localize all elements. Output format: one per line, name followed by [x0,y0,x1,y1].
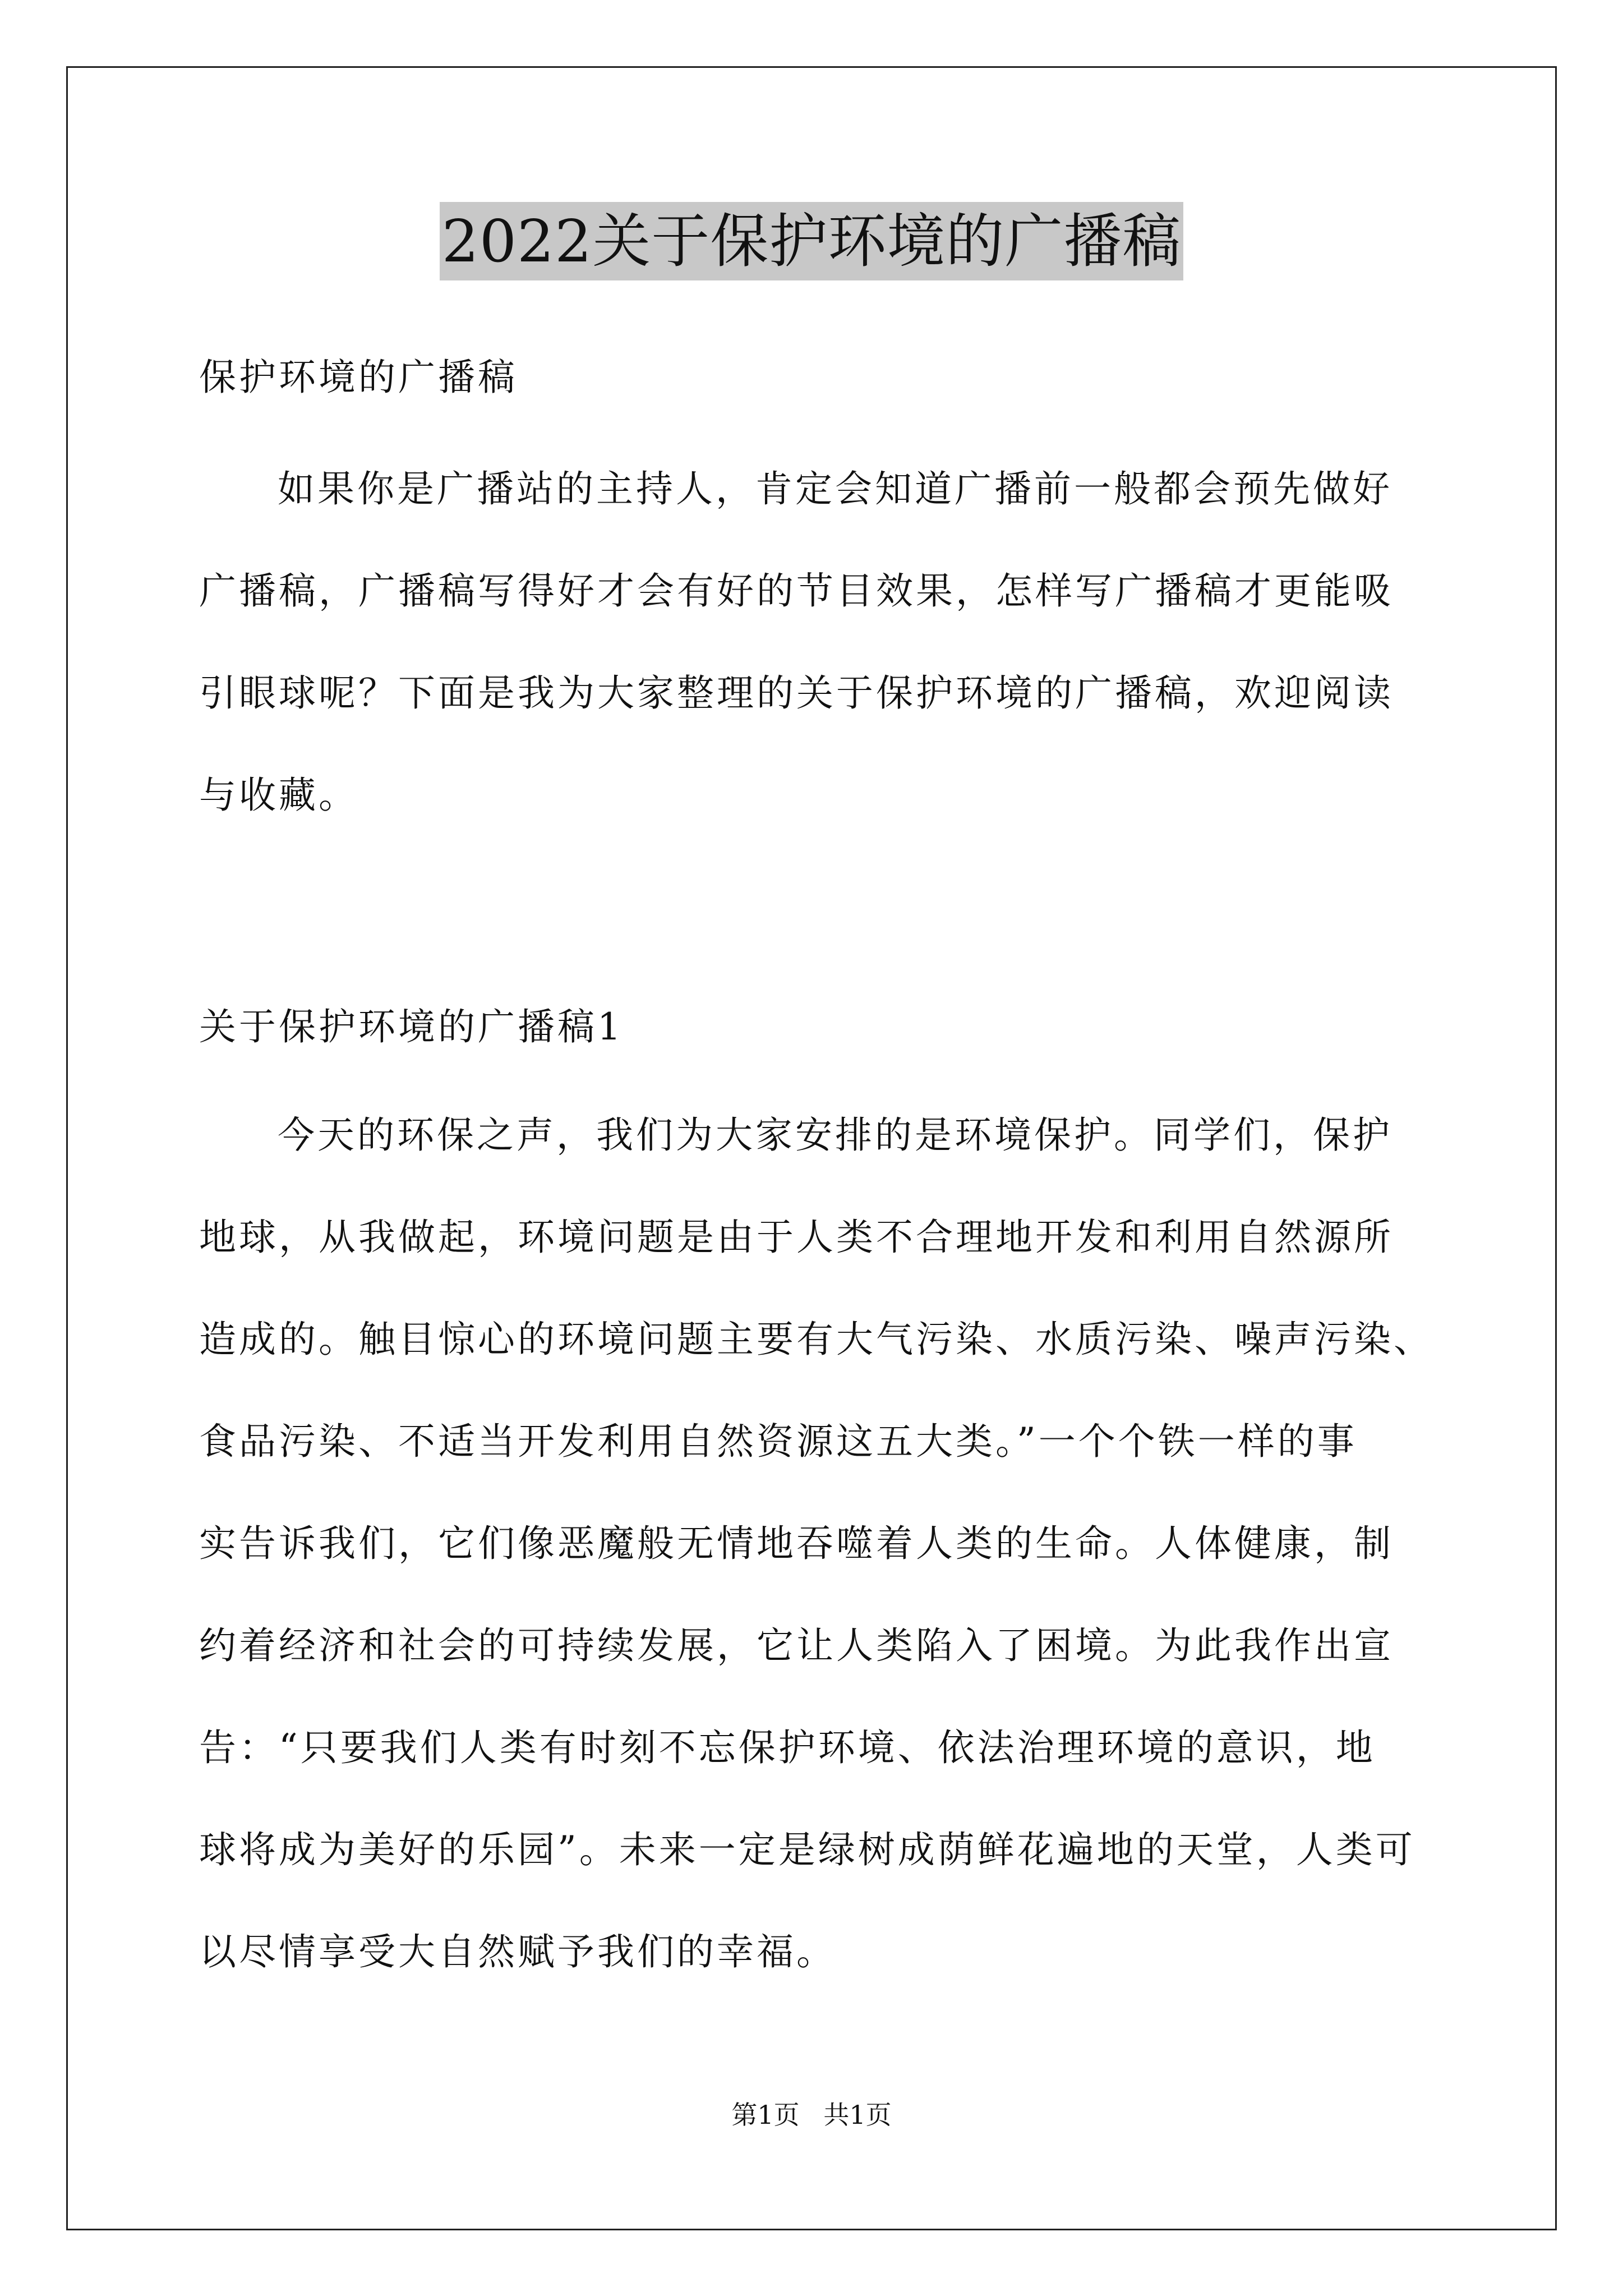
intro-line: 广播稿，广播稿写得好才会有好的节目效果，怎样写广播稿才更能吸 [199,569,1394,613]
subtitle-block [199,326,1489,429]
intro-paragraph [199,438,1489,846]
page-number-current: 第1页 [731,2100,800,2130]
page-footer [0,2098,1623,2132]
title-container [0,202,1623,280]
intro-line: 引眼球呢？下面是我为大家整理的关于保护环境的广播稿，欢迎阅读 [199,671,1394,715]
section-heading: 关于保护环境的广播稿1 [199,1005,624,1048]
body-line: 今天的环保之声，我们为大家安排的是环境保护。同学们，保护 [278,1114,1393,1157]
body-line: 球将成为美好的乐园”。未来一定是绿树成荫鲜花遍地的天堂，人类可 [199,1828,1415,1871]
body-line: 造成的。触目惊心的环境问题主要有大气污染、水质污染、噪声污染、 [199,1318,1433,1361]
document-title: 2022关于保护环境的广播稿 [440,202,1184,280]
section-heading-block [199,976,1489,1078]
subtitle: 保护环境的广播稿 [199,356,518,399]
intro-line: 与收藏。 [199,774,358,817]
body-paragraph [199,1084,1489,2003]
body-line: 告：“只要我们人类有时刻不忘保护环境、依法治理环境的意识，地 [199,1726,1376,1769]
body-line: 地球，从我做起，环境问题是由于人类不合理地开发和利用自然源所 [199,1216,1394,1259]
page-number-total: 共1页 [823,2100,892,2130]
body-line: 以尽情享受大自然赋予我们的幸福。 [199,1930,836,1973]
body-line: 约着经济和社会的可持续发展，它让人类陷入了困境。为此我作出宣 [199,1624,1394,1667]
body-line: 实告诉我们，它们像恶魔般无情地吞噬着人类的生命。人体健康，制 [199,1522,1394,1565]
body-line: 食品污染、不适当开发利用自然资源这五大类。”一个个铁一样的事 [199,1420,1357,1463]
intro-line: 如果你是广播站的主持人，肯定会知道广播前一般都会预先做好 [278,467,1393,510]
